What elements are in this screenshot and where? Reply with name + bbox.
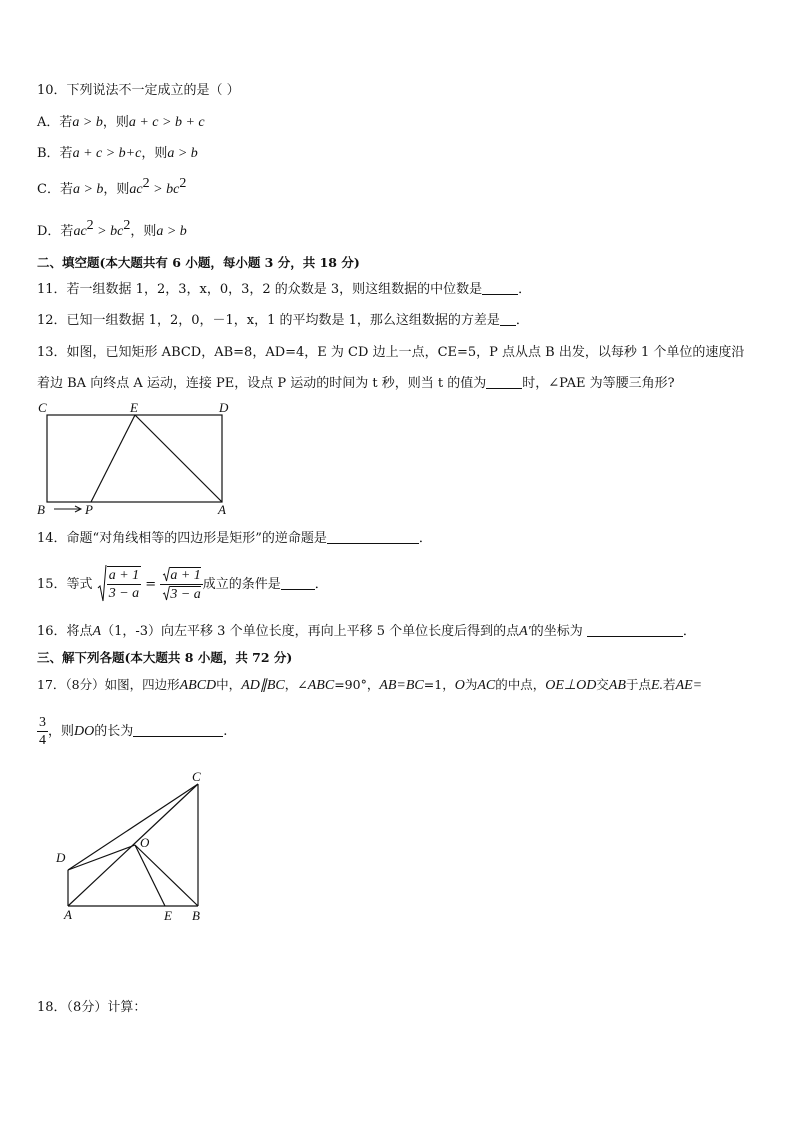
radical-left: $\frac{a + 1}{3 - a}$ — [97, 564, 141, 605]
label-a: A — [64, 907, 72, 922]
label-e: E — [130, 400, 138, 415]
label-p: P — [85, 502, 93, 517]
q17-line1: 17．（8分）如图，四边形ABCD中，AD∥BC，∠ABC=90°，AB=BC=1，O为AC的中点，OE⊥OD交AB于点E.若AE= — [37, 677, 703, 693]
q18: 18．（8分）计算： — [37, 1000, 147, 1015]
label-b: B — [192, 908, 200, 923]
q11: 11．若一组数据 1，2，3，x，0，3，2 的众数是 3，则这组数据的中位数是 ． — [37, 282, 532, 297]
label-a: A — [218, 502, 226, 517]
q10-option-c: C．若a > b，则$ac^2 > bc^2$ — [37, 176, 187, 197]
segment-do — [68, 845, 135, 870]
answer-blank[interactable] — [482, 281, 518, 295]
segment-dc — [68, 784, 198, 870]
q12: 12．已知一组数据 1，2，0，－1，x，1 的平均数是 1，那么这组数据的方差是 ． — [37, 313, 529, 328]
segment-ea — [135, 415, 222, 502]
rectangle-abcd — [47, 415, 222, 502]
q10-option-d: D．若$ac^2 > bc^2$，则a > b — [37, 218, 187, 239]
radical-sign-icon — [97, 564, 107, 604]
q14: 14．命题“对角线相等的四边形是矩形”的逆命题是 ． — [37, 531, 432, 546]
q13-line2: 着边 BA 向终点 A 运动，连接 PE，设点 P 运动的时间为 t 秒，则当 t 的值为 时，∠PAE 为等腰三角形? — [37, 376, 675, 391]
radical-fraction-right: $\frac{a + 1}{3 - a}$ — [160, 566, 202, 603]
label-e: E — [164, 908, 172, 923]
answer-blank[interactable] — [281, 576, 315, 590]
section-2-heading: 二、填空题(本大题共有 6 小题，每小题 3 分，共 18 分) — [37, 255, 360, 270]
answer-blank[interactable] — [587, 623, 683, 637]
label-b: B — [37, 502, 45, 517]
label-d: D — [219, 400, 229, 415]
label-c: C — [38, 400, 47, 415]
q10-stem: 10．下列说法不一定成立的是（ ） — [37, 83, 240, 98]
q17-line2: $\frac{3}{4}$ ，则DO的长为 . — [39, 715, 228, 748]
q10-option-a: A．若a > b，则a + c > b + c — [37, 115, 205, 130]
answer-blank[interactable] — [486, 375, 522, 389]
q13-line1: 13．如图，已知矩形 ABCD，AB=8，AD=4，E 为 CD 边上一点，CE=5，P 点从点 B 出发，以每秒 1 个单位的速度沿 — [37, 345, 745, 360]
label-d: D — [56, 850, 66, 865]
q15: 15．等式 $\frac{a + 1}{3 - a}$ = $\frac{a + 1}{3 - a}$ 成立的条件是 ． — [37, 564, 328, 608]
segment-pe — [91, 415, 135, 502]
section-3-heading: 三、解下列各题(本大题共 8 小题，共 72 分) — [37, 650, 293, 665]
fraction-three-quarters: $\frac{3}{4}$ — [39, 715, 46, 748]
answer-blank[interactable] — [133, 723, 223, 737]
answer-blank[interactable] — [500, 312, 516, 326]
label-c: C — [192, 769, 201, 784]
q17-quadrilateral-figure — [50, 765, 220, 930]
segment-oe — [135, 845, 165, 906]
q10-option-b: B．若a + c > b+c，则a > b — [37, 146, 198, 161]
segment-ob — [135, 845, 198, 906]
label-o: O — [140, 835, 150, 850]
q13-rectangle-figure — [30, 398, 250, 520]
q16: 16．将点A（1，-3）向左平移 3 个单位长度，再向上平移 5 个单位长度后得到的点A′的坐标为 ． — [37, 624, 696, 639]
answer-blank[interactable] — [327, 530, 419, 544]
